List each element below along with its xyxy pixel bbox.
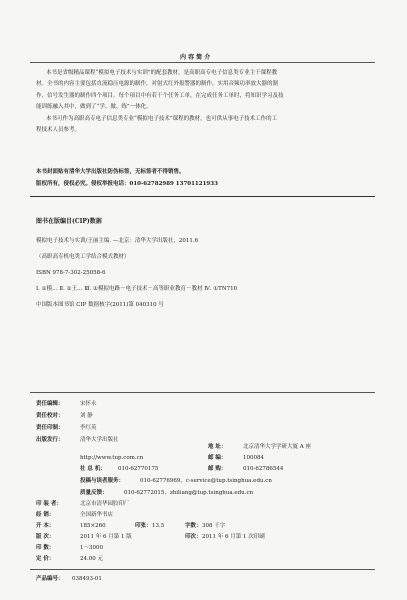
publisher-value: 清华大学出版社 bbox=[80, 437, 119, 443]
reader-service-label: 投稿与读者服务： bbox=[80, 478, 125, 484]
address-label: 地 址： bbox=[208, 444, 227, 450]
copies-value: 1～3000 bbox=[80, 545, 103, 551]
cip-heading: 图书在版编目(CIP)数据 bbox=[36, 218, 102, 225]
postcode-label: 邮 编： bbox=[208, 455, 227, 461]
printing-label: 印次： bbox=[185, 534, 202, 540]
copyright-rule bbox=[30, 196, 375, 197]
edition-label: 版 次： bbox=[36, 534, 55, 540]
distributor-value: 全国新华书店 bbox=[80, 512, 114, 518]
editor-value: 宋怀永 bbox=[80, 401, 97, 407]
cip-line: ISBN 978-7-302-25058-6 bbox=[36, 270, 106, 276]
format-value: 185×260 bbox=[80, 523, 106, 529]
printer-value: 北京市清华园胶印厂 bbox=[80, 501, 130, 507]
reader-service-value: 010-62776969，c-service@tup.tsinghua.edu.cn bbox=[140, 478, 272, 484]
anti-counterfeit-notice: 本书封面贴有清华大学出版社防伪标签，无标签者不得销售。 bbox=[36, 169, 185, 175]
cip-line: 模拟电子技术与实训/王丽主编. —北京：清华大学出版社，2011.6 bbox=[36, 238, 199, 244]
cip-rule bbox=[30, 392, 375, 393]
price-value: 24.00 元 bbox=[80, 556, 103, 562]
switchboard-value: 010-62770175 bbox=[118, 466, 159, 472]
print-manager-label: 责任印制： bbox=[36, 425, 64, 431]
intro-line: 本书可作为高职高专电子信息类专业“模拟电子技术”课程的教材，也可供从事电子技术工作的工 bbox=[46, 116, 278, 122]
website-value: http://www.tup.com.cn bbox=[80, 455, 144, 461]
switchboard-label: 社 总 机： bbox=[80, 466, 106, 472]
proofreader-label: 责任校对： bbox=[36, 413, 64, 419]
printer-label: 印 装 者： bbox=[36, 501, 62, 507]
cip-line: 中国版本图书馆 CIP 数据核字(2011)第 040310 号 bbox=[36, 302, 164, 308]
publisher-label: 出版发行： bbox=[36, 437, 64, 443]
product-number-value: 038493-01 bbox=[72, 576, 102, 582]
intro-line: 能训练融入其中，做到了“学、做、练”一体化。 bbox=[36, 104, 152, 110]
credits-rule bbox=[30, 569, 375, 570]
sheets-label: 印张： bbox=[135, 523, 152, 529]
quality-feedback-label: 质量反馈： bbox=[80, 490, 108, 496]
mail-order-value: 010-62786544 bbox=[243, 466, 284, 472]
cip-line: Ⅰ. ①模… Ⅱ. ①王… Ⅲ. ①模拟电路－电子技术－高等职业教育－教材 Ⅳ. ①TN710 bbox=[36, 286, 238, 292]
postcode-value: 100084 bbox=[243, 455, 264, 461]
printing-value: 2011 年 6 月第 1 次印刷 bbox=[202, 534, 265, 540]
intro-heading-rule bbox=[30, 62, 375, 63]
quality-feedback-value: 010-62772015，zhiliang@tup.tsinghua.edu.cn bbox=[124, 490, 254, 496]
intro-line: 材。全书的内容主要包括直流稳压电源的制作，对射式红外报警器的制作，实用音频功率放大器的制 bbox=[36, 81, 279, 87]
intro-line: 作，信号发生器的制作四个项目。每个项目中有若干个任务工单，在完成任务工单时，将知识学习及技 bbox=[36, 93, 284, 99]
edition-value: 2011 年 6 月第 1 版 bbox=[80, 534, 132, 540]
copies-label: 印 数： bbox=[36, 545, 55, 551]
mail-order-label: 邮 购： bbox=[208, 466, 227, 472]
cip-line: （高职高专机电类工学结合模式教材） bbox=[36, 254, 130, 260]
sheets-value: 13.5 bbox=[152, 523, 165, 529]
intro-line: 本书是省级精品课程“模拟电子技术与实训”的配套教材，是高职高专电子信息类专业主干课程教 bbox=[46, 70, 278, 76]
intro-heading: 内 容 简 介 bbox=[180, 54, 211, 61]
product-number-label: 产品编号： bbox=[36, 576, 64, 582]
price-label: 定 价： bbox=[36, 556, 55, 562]
format-label: 开 本： bbox=[36, 523, 55, 529]
intro-line: 程技术人员参考。 bbox=[36, 127, 81, 133]
word-count-value: 308 千字 bbox=[202, 523, 226, 529]
word-count-label: 字数： bbox=[185, 523, 202, 529]
print-manager-value: 李红英 bbox=[80, 425, 97, 431]
address-value: 北京清华大学学研大厦 A 座 bbox=[243, 444, 311, 450]
distributor-label: 经 销： bbox=[36, 512, 55, 518]
editor-label: 责任编辑： bbox=[36, 401, 64, 407]
copyright-notice: 版权所有，侵权必究。侵权举报电话：010-62782989 13701121933 bbox=[36, 181, 218, 187]
proofreader-value: 刘 静 bbox=[80, 413, 93, 419]
